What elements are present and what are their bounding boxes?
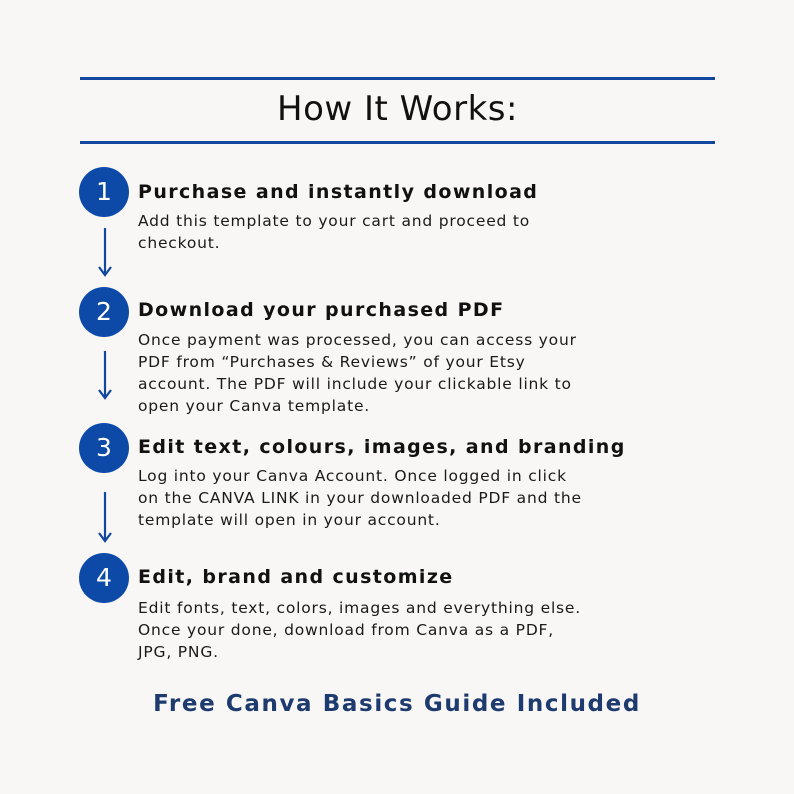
- step-1-text-line: Add this template to your cart and proceed to: [138, 212, 531, 230]
- step-3-text-line: on the CANVA LINK in your downloaded PDF and the: [138, 489, 582, 507]
- bottom-divider: [80, 141, 715, 144]
- step-2-text-line: open your Canva template.: [138, 397, 371, 415]
- step-3-text-line: Log into your Canva Account. Once logged in click: [138, 467, 567, 485]
- step-1-text-line: checkout.: [138, 234, 221, 252]
- step-4-text-line: Edit fonts, text, colors, images and everything else.: [138, 599, 581, 617]
- top-divider: [80, 77, 715, 80]
- step-2-text-line: account. The PDF will include your clickable link to: [138, 375, 572, 393]
- step-4-number-badge: 4: [79, 553, 129, 603]
- step-4-heading: Edit, brand and customize: [138, 566, 454, 588]
- step-4-text-line: Once your done, download from Canva as a PDF,: [138, 621, 554, 639]
- step-1-heading: Purchase and instantly download: [138, 181, 539, 203]
- arrow-down-icon: [96, 490, 114, 544]
- step-2-text-line: PDF from “Purchases & Reviews” of your Etsy: [138, 353, 526, 371]
- step-1-number-badge: 1: [79, 167, 129, 217]
- step-3-heading: Edit text, colours, images, and branding: [138, 436, 626, 458]
- step-2-heading: Download your purchased PDF: [138, 299, 505, 321]
- step-3-description: [138, 465, 658, 531]
- step-4-text-line: JPG, PNG.: [138, 643, 219, 661]
- step-3-number-badge: 3: [79, 423, 129, 473]
- step-2-text-line: Once payment was processed, you can access your: [138, 331, 577, 349]
- step-3-text-line: template will open in your account.: [138, 511, 441, 529]
- step-4-description: [138, 597, 658, 663]
- arrow-down-icon: [96, 226, 114, 278]
- step-2-description: [138, 329, 658, 417]
- footer-note: Free Canva Basics Guide Included: [153, 691, 641, 717]
- step-2-number-badge: 2: [79, 287, 129, 337]
- arrow-down-icon: [96, 349, 114, 401]
- page-title: How It Works:: [277, 89, 518, 129]
- step-1-description: [138, 210, 658, 254]
